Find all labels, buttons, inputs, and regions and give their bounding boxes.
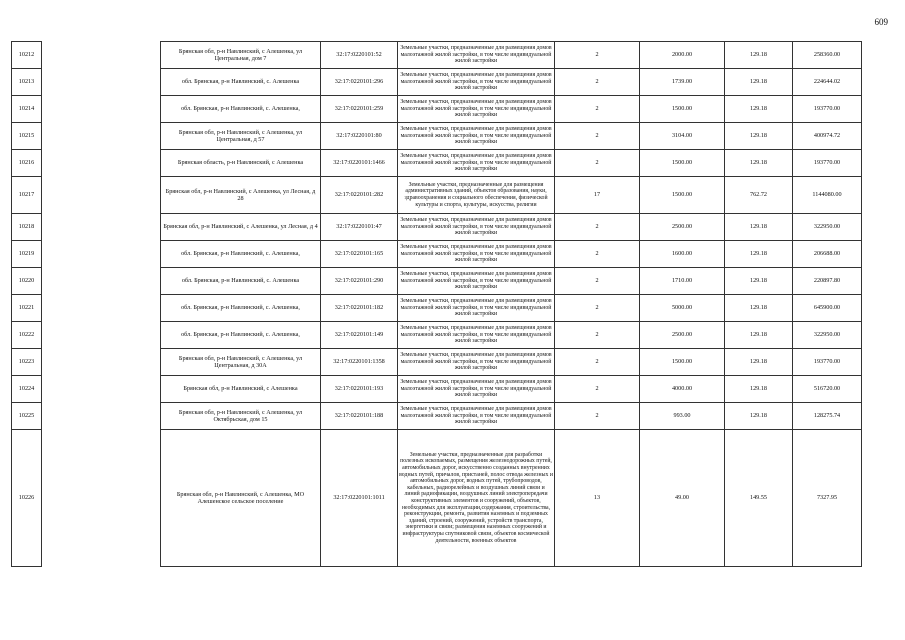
address-cell: Брянская обл, р-н Навлинский, с Алешенка, ул Центральная, д 30А: [161, 349, 321, 376]
land-purpose-cell: Земельные участки, предназначенные для размещения домов малоэтажной жилой застройки, в том числе индивидуальной жилой застройки: [398, 96, 555, 123]
row-number-cell: 10219: [12, 241, 42, 268]
table-row: [12, 42, 862, 69]
group-number-cell: 2: [555, 376, 640, 403]
cadastral-value-cell: 193770.00: [793, 96, 862, 123]
group-number-cell: 2: [555, 403, 640, 430]
row-number-cell: 10217: [12, 177, 42, 214]
area-cell: 1500.00: [640, 96, 725, 123]
cadastral-number-cell: 32:17:0220101:188: [321, 403, 398, 430]
group-number-cell: 2: [555, 42, 640, 69]
cadastral-value-cell: 516720.00: [793, 376, 862, 403]
land-purpose-cell: Земельные участки, предназначенные для размещения домов малоэтажной жилой застройки, в том числе индивидуальной жилой застройки: [398, 349, 555, 376]
gap-cell: [42, 349, 161, 376]
group-number-cell: 2: [555, 295, 640, 322]
specific-value-cell: 129.18: [725, 322, 793, 349]
table-row: [12, 268, 862, 295]
address-cell: Брянская обл, р-н Навлинский, с Алешенка: [161, 376, 321, 403]
address-cell: Брянская обл, р-н Навлинский, с Алешенка, ул Октябрьская, дом 15: [161, 403, 321, 430]
cadastral-value-cell: 400974.72: [793, 123, 862, 150]
row-number-cell: 10221: [12, 295, 42, 322]
specific-value-cell: 129.18: [725, 295, 793, 322]
gap-cell: [42, 123, 161, 150]
land-purpose-cell: Земельные участки, предназначенные для размещения домов малоэтажной жилой застройки, в том числе индивидуальной жилой застройки: [398, 403, 555, 430]
row-number-cell: 10226: [12, 430, 42, 567]
address-cell: Брянская обл, р-н Навлинский, с Алешенка, МО Алешенское сельское поселение: [161, 430, 321, 567]
area-cell: 2500.00: [640, 322, 725, 349]
row-number-cell: 10214: [12, 96, 42, 123]
group-number-cell: 2: [555, 96, 640, 123]
cadastral-number-cell: 32:17:0220101:296: [321, 69, 398, 96]
land-purpose-cell: Земельные участки, предназначенные для размещения административных зданий, объектов образования, науки, здравоохранения и социального обеспечения, физической культуры и спорта, культуры, искусства, религии: [398, 177, 555, 214]
row-number-cell: 10220: [12, 268, 42, 295]
specific-value-cell: 129.18: [725, 69, 793, 96]
row-number-cell: 10223: [12, 349, 42, 376]
gap-cell: [42, 322, 161, 349]
table-row: [12, 241, 862, 268]
table-row: [12, 177, 862, 214]
cadastral-number-cell: 32:17:0220101:149: [321, 322, 398, 349]
group-number-cell: 13: [555, 430, 640, 567]
area-cell: 5000.00: [640, 295, 725, 322]
cadastral-number-cell: 32:17:0220101:282: [321, 177, 398, 214]
cadastral-value-cell: 322950.00: [793, 214, 862, 241]
gap-cell: [42, 214, 161, 241]
cadastral-value-cell: 128275.74: [793, 403, 862, 430]
group-number-cell: 2: [555, 349, 640, 376]
table-row: [12, 322, 862, 349]
row-number-cell: 10218: [12, 214, 42, 241]
area-cell: 4000.00: [640, 376, 725, 403]
address-cell: обл. Брянская, р-н Навлинский, с. Алешенка: [161, 69, 321, 96]
cadastral-number-cell: 32:17:0220101:182: [321, 295, 398, 322]
gap-cell: [42, 376, 161, 403]
land-purpose-cell: Земельные участки, предназначенные для размещения домов малоэтажной жилой застройки, в том числе индивидуальной жилой застройки: [398, 150, 555, 177]
group-number-cell: 2: [555, 69, 640, 96]
area-cell: 1500.00: [640, 349, 725, 376]
group-number-cell: 2: [555, 214, 640, 241]
row-number-cell: 10224: [12, 376, 42, 403]
land-purpose-cell: Земельные участки, предназначенные для размещения домов малоэтажной жилой застройки, в том числе индивидуальной жилой застройки: [398, 268, 555, 295]
area-cell: 1500.00: [640, 177, 725, 214]
cadastral-number-cell: 32:17:0220101:193: [321, 376, 398, 403]
specific-value-cell: 129.18: [725, 376, 793, 403]
cadastral-value-cell: 206688.00: [793, 241, 862, 268]
address-cell: Брянская обл, р-н Навлинский, с Алешенка, ул Лесная, д 4: [161, 214, 321, 241]
address-cell: Брянская область, р-н Навлинский, с Алешенка: [161, 150, 321, 177]
specific-value-cell: 129.18: [725, 268, 793, 295]
group-number-cell: 17: [555, 177, 640, 214]
gap-cell: [42, 150, 161, 177]
gap-cell: [42, 241, 161, 268]
specific-value-cell: 129.18: [725, 214, 793, 241]
gap-cell: [42, 42, 161, 69]
table-row: [12, 150, 862, 177]
specific-value-cell: 129.18: [725, 42, 793, 69]
row-number-cell: 10222: [12, 322, 42, 349]
table-row: [12, 96, 862, 123]
specific-value-cell: 129.18: [725, 241, 793, 268]
address-cell: обл. Брянская, р-н Навлинский, с. Алешенка,: [161, 241, 321, 268]
cadastral-value-cell: 258360.00: [793, 42, 862, 69]
cadastral-number-cell: 32:17:0220101:165: [321, 241, 398, 268]
cadastral-number-cell: 32:17:0220101:1011: [321, 430, 398, 567]
area-cell: 1710.00: [640, 268, 725, 295]
cadastral-value-cell: 193770.00: [793, 349, 862, 376]
table-row: [12, 69, 862, 96]
specific-value-cell: 129.18: [725, 403, 793, 430]
gap-cell: [42, 96, 161, 123]
table-row: [12, 403, 862, 430]
area-cell: 1600.00: [640, 241, 725, 268]
land-purpose-cell: Земельные участки, предназначенные для разработки полезных ископаемых, размещения железнодорожных путей, автомобильных дорог, искусственно созданных внутренних водных путей, причалов, пристаней, полос отвода железных и автомобильных дорог, водных путей, трубопроводов, кабельных, радиорелейных и воздушных линий связи и линий радиофикации, воздушных линий электропередачи конструктивных элементов и сооружений, объектов, необходимых для эксплуатации,содержания, строительства, реконструкции, ремонта, развития наземных и подземных зданий, строений, сооружений, устройств транспорта, энергетики и связи; размещения наземных сооружений и инфраструктуры спутниковой связи, объектов космической деятельности, военных объектов: [398, 430, 555, 567]
gap-cell: [42, 295, 161, 322]
specific-value-cell: 762.72: [725, 177, 793, 214]
cadastral-number-cell: 32:17:0220101:290: [321, 268, 398, 295]
specific-value-cell: 129.18: [725, 96, 793, 123]
table-row: [12, 123, 862, 150]
gap-cell: [42, 177, 161, 214]
address-cell: обл. Брянская, р-н Навлинский, с. Алешенка,: [161, 295, 321, 322]
specific-value-cell: 129.18: [725, 150, 793, 177]
cadastral-number-cell: 32:17:0220101:1466: [321, 150, 398, 177]
cadastral-value-table: [11, 41, 862, 567]
page-number: 609: [874, 17, 888, 27]
row-number-cell: 10212: [12, 42, 42, 69]
cadastral-value-cell: 645900.00: [793, 295, 862, 322]
gap-cell: [42, 69, 161, 96]
cadastral-value-cell: 220897.80: [793, 268, 862, 295]
land-purpose-cell: Земельные участки, предназначенные для размещения домов малоэтажной жилой застройки, в том числе индивидуальной жилой застройки: [398, 376, 555, 403]
area-cell: 49.00: [640, 430, 725, 567]
cadastral-number-cell: 32:17:0220101:80: [321, 123, 398, 150]
cadastral-value-cell: 1144080.00: [793, 177, 862, 214]
address-cell: обл. Брянская, р-н Навлинский, с. Алешенка,: [161, 96, 321, 123]
group-number-cell: 2: [555, 150, 640, 177]
group-number-cell: 2: [555, 322, 640, 349]
address-cell: Брянская обл, р-н Навлинский, с Алешенка, ул Центральная, дом 7: [161, 42, 321, 69]
cadastral-value-cell: 322950.00: [793, 322, 862, 349]
row-number-cell: 10215: [12, 123, 42, 150]
land-purpose-cell: Земельные участки, предназначенные для размещения домов малоэтажной жилой застройки, в том числе индивидуальной жилой застройки: [398, 295, 555, 322]
gap-cell: [42, 403, 161, 430]
group-number-cell: 2: [555, 123, 640, 150]
table-row: [12, 349, 862, 376]
address-cell: Брянская обл, р-н Навлинский, с Алешенка, ул Центральная, д 57: [161, 123, 321, 150]
specific-value-cell: 129.18: [725, 123, 793, 150]
table-row: [12, 376, 862, 403]
group-number-cell: 2: [555, 241, 640, 268]
gap-cell: [42, 268, 161, 295]
land-purpose-cell: Земельные участки, предназначенные для размещения домов малоэтажной жилой застройки, в том числе индивидуальной жилой застройки: [398, 241, 555, 268]
land-purpose-cell: Земельные участки, предназначенные для размещения домов малоэтажной жилой застройки, в том числе индивидуальной жилой застройки: [398, 69, 555, 96]
address-cell: обл. Брянская, р-н Навлинский, с. Алешенка: [161, 268, 321, 295]
specific-value-cell: 129.18: [725, 349, 793, 376]
cadastral-number-cell: 32:17:0220101:1358: [321, 349, 398, 376]
cadastral-value-cell: 7327.95: [793, 430, 862, 567]
gap-cell: [42, 430, 161, 567]
area-cell: 2000.00: [640, 42, 725, 69]
cadastral-number-cell: 32:17:0220101:259: [321, 96, 398, 123]
area-cell: 993.00: [640, 403, 725, 430]
land-purpose-cell: Земельные участки, предназначенные для размещения домов малоэтажной жилой застройки, в том числе индивидуальной жилой застройки: [398, 42, 555, 69]
cadastral-number-cell: 32:17:0220101:52: [321, 42, 398, 69]
specific-value-cell: 149.55: [725, 430, 793, 567]
land-purpose-cell: Земельные участки, предназначенные для размещения домов малоэтажной жилой застройки, в том числе индивидуальной жилой застройки: [398, 214, 555, 241]
table-row: [12, 430, 862, 567]
land-purpose-cell: Земельные участки, предназначенные для размещения домов малоэтажной жилой застройки, в том числе индивидуальной жилой застройки: [398, 123, 555, 150]
area-cell: 2500.00: [640, 214, 725, 241]
cadastral-value-cell: 193770.00: [793, 150, 862, 177]
row-number-cell: 10213: [12, 69, 42, 96]
cadastral-number-cell: 32:17:0220101:47: [321, 214, 398, 241]
area-cell: 3104.00: [640, 123, 725, 150]
land-purpose-cell: Земельные участки, предназначенные для размещения домов малоэтажной жилой застройки, в том числе индивидуальной жилой застройки: [398, 322, 555, 349]
row-number-cell: 10225: [12, 403, 42, 430]
group-number-cell: 2: [555, 268, 640, 295]
row-number-cell: 10216: [12, 150, 42, 177]
cadastral-value-cell: 224644.02: [793, 69, 862, 96]
area-cell: 1739.00: [640, 69, 725, 96]
address-cell: Брянская обл, р-н Навлинский, с Алешенка, ул Лесная, д 28: [161, 177, 321, 214]
table-row: [12, 214, 862, 241]
address-cell: обл. Брянская, р-н Навлинский, с. Алешенка,: [161, 322, 321, 349]
table-row: [12, 295, 862, 322]
area-cell: 1500.00: [640, 150, 725, 177]
